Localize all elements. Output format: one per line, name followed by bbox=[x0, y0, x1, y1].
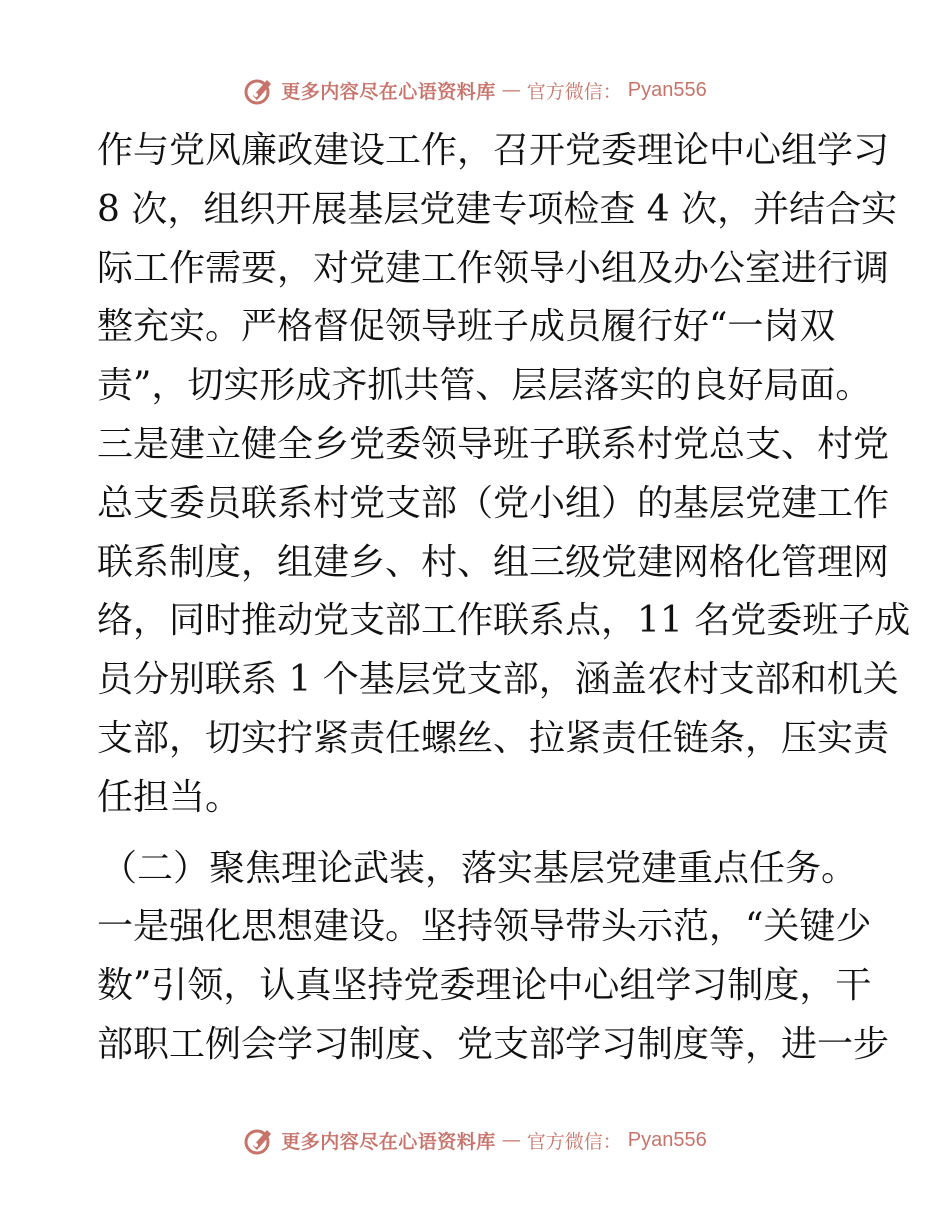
body-line: 际工作需要，对党建工作领导小组及办公室进行调 bbox=[97, 247, 890, 289]
body-line: 联系制度，组建乡、村、组三级党建网格化管理网 bbox=[97, 541, 890, 583]
body-line: 络，同时推动党支部工作联系点，11 名党委班子成 bbox=[97, 600, 911, 642]
watermark-sub-text: 官方微信： bbox=[526, 80, 622, 103]
document-body bbox=[97, 122, 911, 1075]
watermark-wechat-id: Pyan556 bbox=[627, 1128, 707, 1151]
body-line: 三是建立健全乡党委领导班子联系村党总支、村党 bbox=[97, 423, 890, 465]
watermark-sub-text: 官方微信： bbox=[526, 1130, 622, 1153]
body-line: 部职工例会学习制度、党支部学习制度等，进一步 bbox=[97, 1023, 890, 1065]
watermark-main-text: 更多内容尽在心语资料库 bbox=[281, 1130, 496, 1153]
body-line: 员分别联系 1 个基层党支部，涵盖农村支部和机关 bbox=[97, 659, 899, 701]
body-line: 总支委员联系村党支部（党小组）的基层党建工作 bbox=[97, 482, 890, 524]
watermark-footer bbox=[0, 1120, 950, 1160]
body-line: 责”，切实形成齐抓共管、层层落实的良好局面。 bbox=[97, 365, 872, 407]
watermark-dash: — bbox=[501, 1129, 521, 1151]
section-heading: （二）聚焦理论武装，落实基层党建重点任务。 bbox=[101, 847, 858, 889]
watermark-wechat-id: Pyan556 bbox=[627, 78, 707, 101]
pen-nib-logo-icon bbox=[243, 1124, 275, 1156]
body-line: 作与党风廉政建设工作，召开党委理论中心组学习 bbox=[97, 130, 890, 171]
watermark-header bbox=[0, 70, 950, 110]
body-line: 8 次，组织开展基层党建专项检查 4 次，并结合实 bbox=[97, 188, 898, 230]
body-line: 一是强化思想建设。坚持领导带头示范，“关键少 bbox=[97, 906, 872, 948]
watermark-dash: — bbox=[501, 79, 521, 101]
body-line: 任担当。 bbox=[97, 776, 242, 818]
body-line: 数”引领，认真坚持党委理论中心组学习制度，干 bbox=[97, 965, 872, 1007]
body-line: 支部，切实拧紧责任螺丝、拉紧责任链条，压实责 bbox=[97, 717, 890, 759]
watermark-main-text: 更多内容尽在心语资料库 bbox=[281, 80, 496, 103]
body-line: 整充实。严格督促领导班子成员履行好“一岗双 bbox=[97, 306, 836, 348]
pen-nib-logo-icon bbox=[243, 74, 275, 106]
